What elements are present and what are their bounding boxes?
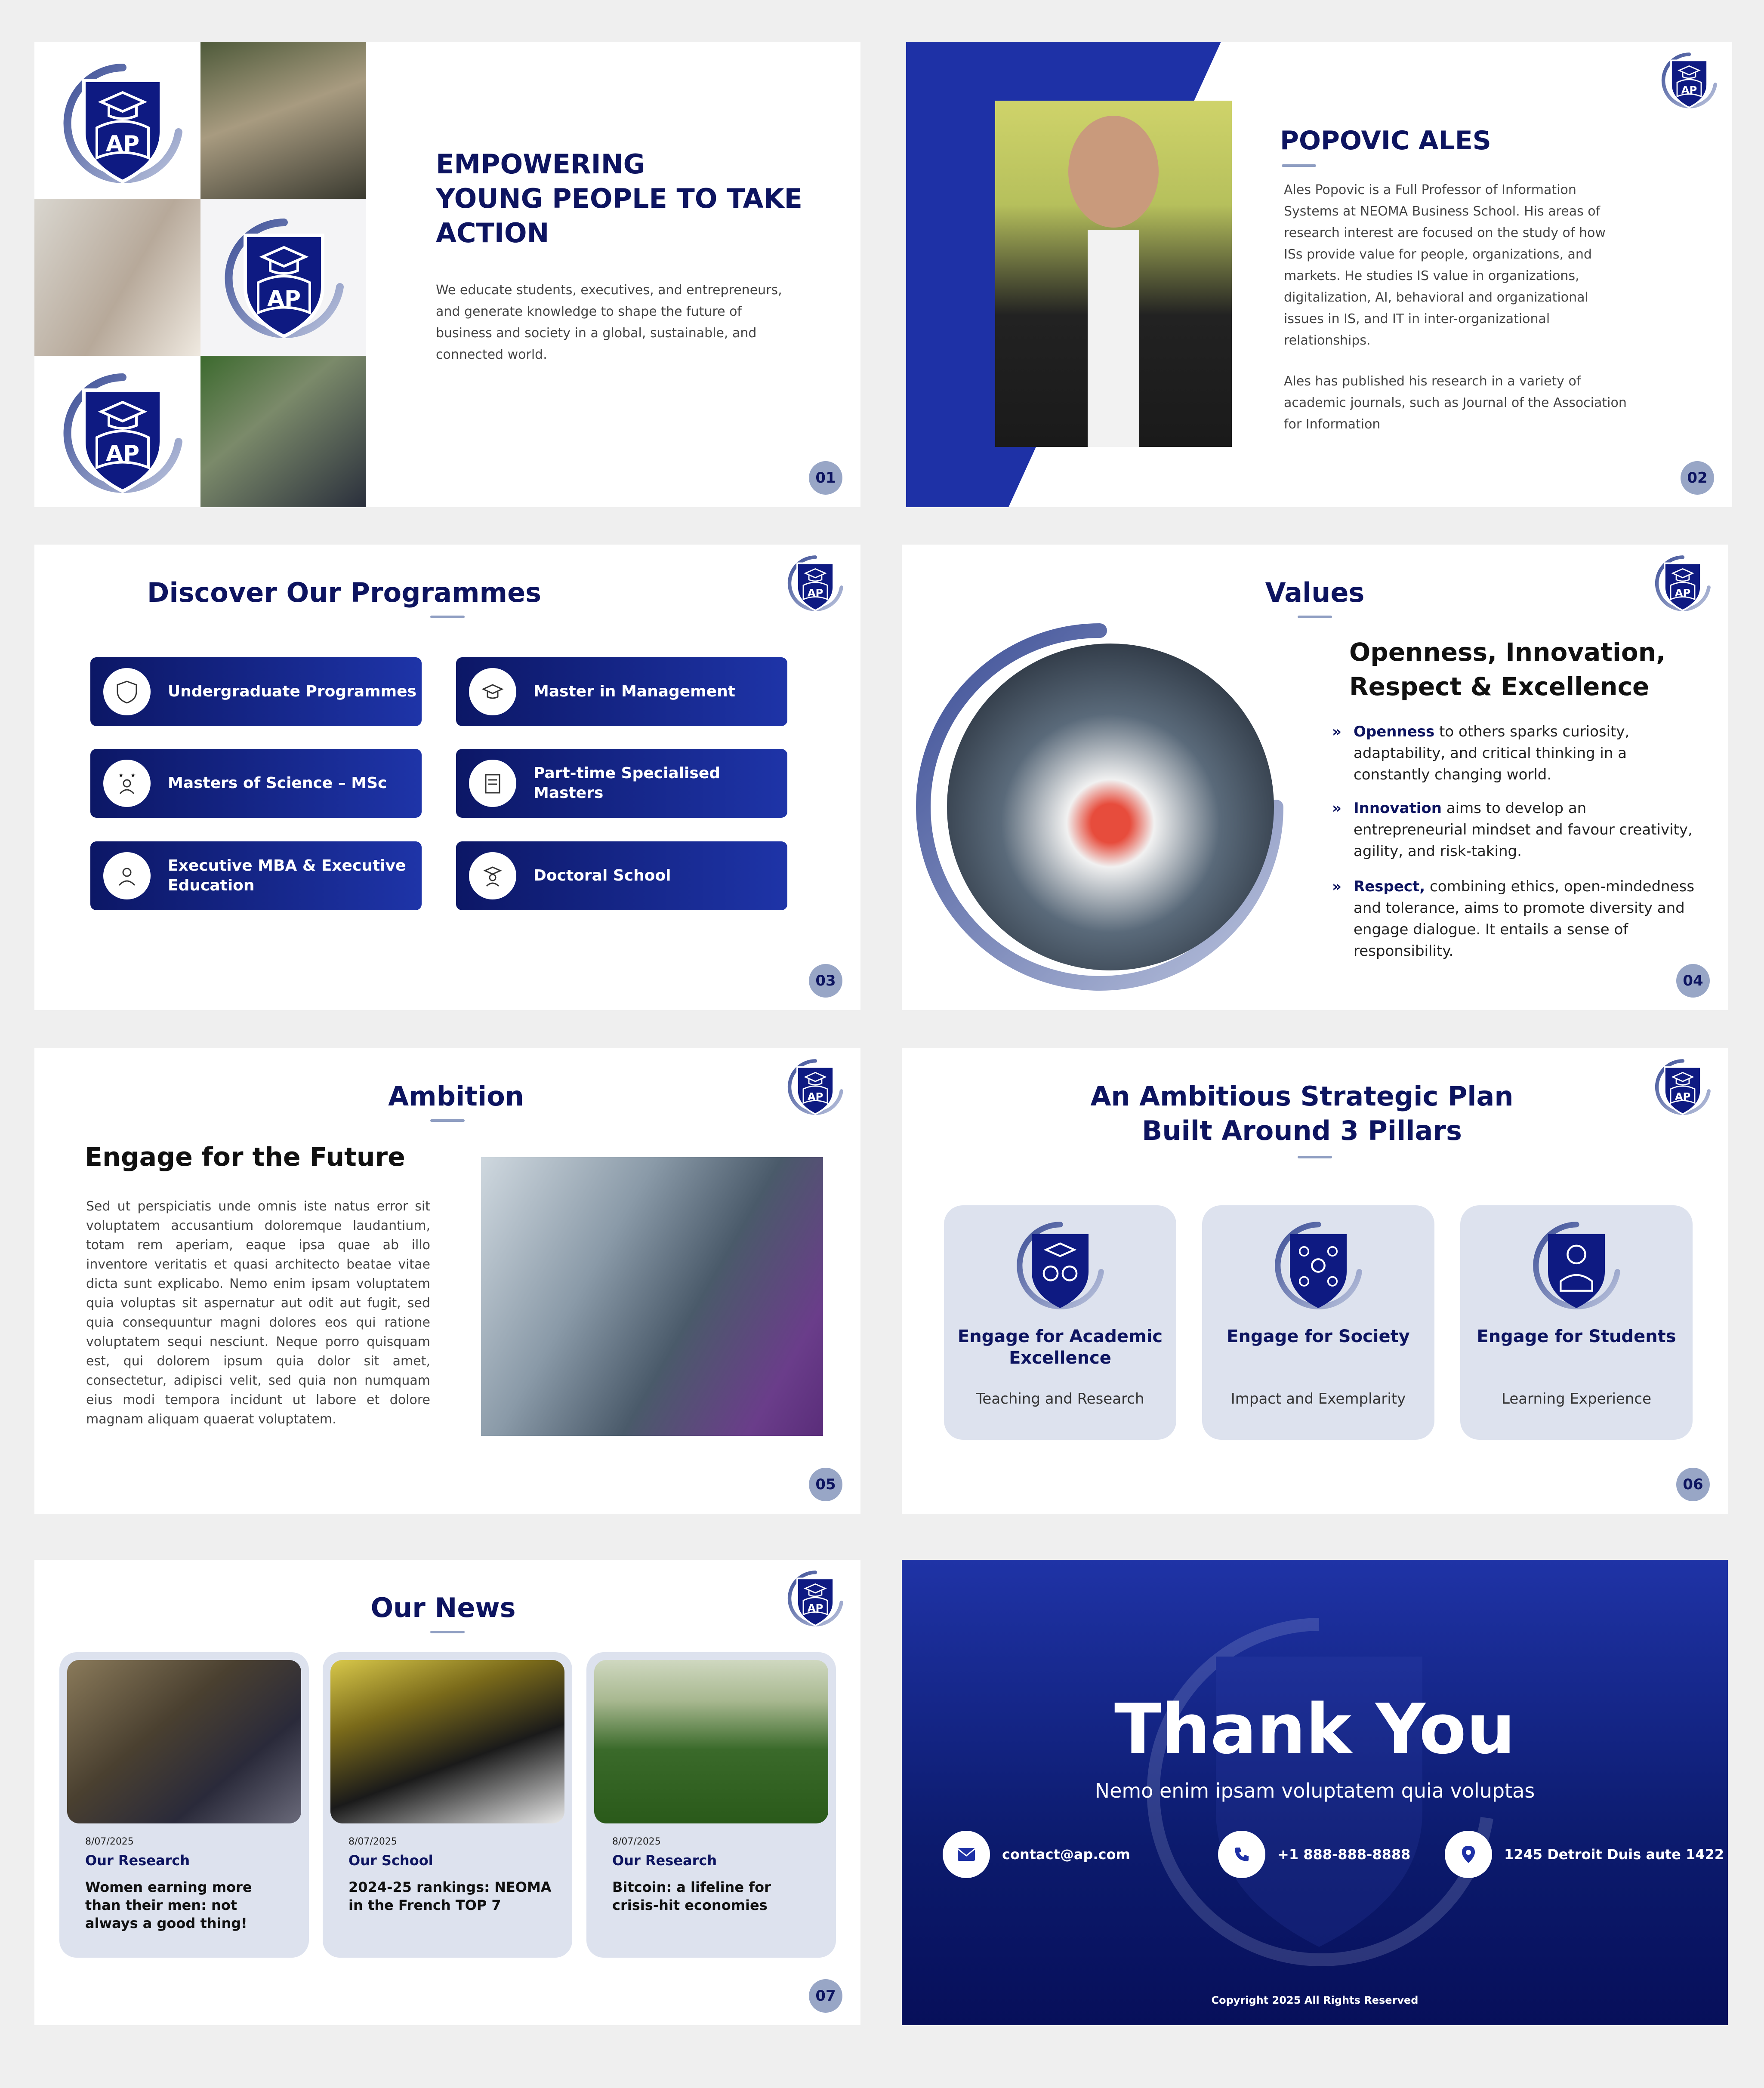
- title-underline: [430, 1631, 465, 1633]
- value-keyword: Innovation: [1354, 800, 1442, 817]
- slide-speaker: [906, 42, 1732, 507]
- values-heading: Openness, Innovation, Respect & Excellence: [1349, 637, 1666, 701]
- section-body: Sed ut perspiciatis unde omnis iste natus error sit voluptatem accusantium doloremque laudantium, totam rem aperiam, eaque ipsa quae ab illo inventore veritatis et quasi architecto beatae vitae dicta sunt explicabo. Nemo enim ipsam voluptatem quia voluptas sit aspernatur aut odit aut fugit, sed quia consequuntur magni dolores eos qui ratione voluptatem sequi nesciunt. Neque porro quisquam est, qui dolorem ipsum quia dolor sit amet, consectetur, adipisci velit, sed quia non numquam eius modi tempora incidunt ut labore et dolore magnam aliquam quaerat voluptatem.: [86, 1199, 430, 1427]
- glasses-cap-icon: [1013, 1218, 1107, 1313]
- ap-logo-icon: [58, 369, 187, 498]
- envelope-icon: [943, 1831, 990, 1878]
- shirt: [1088, 230, 1139, 447]
- pillar-title: Engage for Society: [1227, 1327, 1410, 1346]
- section-heading: Engage for the Future: [85, 1142, 405, 1172]
- graduation-cap-icon: [469, 668, 516, 715]
- thank-you-title: Thank You: [1114, 1689, 1516, 1769]
- news-title[interactable]: Women earning more than their men: not always a good thing!: [85, 1879, 252, 1931]
- button-label: Doctoral School: [534, 867, 671, 884]
- contact-phone[interactable]: [1218, 1831, 1410, 1878]
- news-category: Our Research: [612, 1852, 717, 1869]
- ap-logo-icon: [58, 59, 187, 188]
- pillar-society: [1202, 1205, 1434, 1440]
- title-underline: [1298, 616, 1332, 618]
- slide-title: [902, 1079, 1715, 1148]
- phone-icon: [1218, 1831, 1265, 1878]
- button-label: Master in Management: [534, 683, 735, 700]
- title-line: Built Around 3 Pillars: [1142, 1115, 1462, 1146]
- email-text: contact@ap.com: [1002, 1846, 1130, 1863]
- masters-of-science-button[interactable]: [90, 749, 422, 818]
- executive-icon: [103, 852, 151, 899]
- pillar-subtitle: Teaching and Research: [976, 1390, 1144, 1407]
- contact-address[interactable]: [1445, 1831, 1724, 1878]
- title-line: An Ambitious Strategic Plan: [1090, 1081, 1514, 1112]
- news-card[interactable]: [59, 1652, 309, 1958]
- copyright: Copyright 2025 All Rights Reserved: [1211, 1994, 1419, 2006]
- svg-text:★: ★: [130, 772, 136, 779]
- page-number: 04: [1676, 964, 1710, 998]
- football-photo: [594, 1660, 828, 1823]
- value-innovation: [1332, 798, 1698, 862]
- news-date: 8/07/2025: [612, 1836, 661, 1847]
- svg-text:★: ★: [118, 772, 124, 779]
- ap-logo-icon: [1659, 50, 1719, 111]
- news-title[interactable]: 2024-25 rankings: NEOMA in the French TOP 7: [348, 1879, 552, 1913]
- ap-logo-icon: [219, 214, 348, 343]
- slide-empowering: [34, 42, 860, 507]
- slide-title: [436, 147, 823, 250]
- face: [1068, 116, 1159, 228]
- button-label: Undergraduate Programmes: [168, 683, 417, 700]
- speaker-bio: Ales Popovic is a Full Professor of Information Systems at NEOMA Business School. His areas of research interest are focused on the study of how ISs provide value for people, organizations, and markets. He studies IS value in organizations, digitalization, AI, behavioral and organizational issues in IS, and IT in inter-organizational relationships.: [1284, 182, 1606, 348]
- pillar-students: [1460, 1205, 1693, 1440]
- ap-logo-icon: [785, 553, 845, 613]
- ap-logo-icon: [1653, 553, 1713, 613]
- phone-text: +1 888-888-8888: [1277, 1846, 1411, 1863]
- conference-room-photo: [67, 1660, 301, 1823]
- chevron-right-icon: »: [1332, 723, 1342, 740]
- news-card[interactable]: [586, 1652, 836, 1958]
- slide-title: Our News: [370, 1592, 516, 1623]
- graduate-icon: [469, 852, 516, 899]
- speaker-name: POPOVIC ALES: [1280, 126, 1491, 156]
- news-date: 8/07/2025: [348, 1836, 397, 1847]
- title-line: YOUNG PEOPLE TO TAKE: [436, 183, 802, 214]
- title-line: ACTION: [436, 217, 549, 249]
- slide-title: Values: [1265, 577, 1365, 608]
- button-label: Part-time Specialised Masters: [534, 764, 721, 802]
- pillar-title: Engage for Academic Excellence: [957, 1327, 1163, 1368]
- title-underline: [1298, 1156, 1332, 1158]
- certificate-icon: [469, 760, 516, 807]
- title-underline: [1282, 164, 1316, 167]
- executive-mba-button[interactable]: [90, 841, 422, 910]
- button-label: Executive MBA & Executive Education: [168, 857, 406, 894]
- slide-title: Discover Our Programmes: [147, 577, 542, 608]
- slide-programmes: [34, 545, 860, 1010]
- news-category: Our Research: [85, 1852, 190, 1869]
- slide-thank-you: [902, 1560, 1728, 2025]
- title-underline: [430, 1119, 465, 1122]
- speaker-portrait: [995, 101, 1232, 447]
- page-number: 06: [1676, 1468, 1710, 1501]
- value-keyword: Respect,: [1354, 878, 1425, 895]
- pillar-subtitle: Impact and Exemplarity: [1230, 1390, 1406, 1407]
- value-openness: [1332, 721, 1698, 785]
- slide-strategic-plan: [902, 1048, 1728, 1514]
- team-photo: [947, 644, 1274, 970]
- address-text: 1245 Detroit Duis aute 1422: [1504, 1846, 1724, 1863]
- meeting-photo: [200, 356, 366, 507]
- speaker-photo: [34, 199, 200, 356]
- location-pin-icon: [1445, 1831, 1492, 1878]
- chevron-right-icon: »: [1332, 800, 1342, 817]
- page-number: 01: [809, 461, 842, 495]
- title-underline: [430, 616, 465, 618]
- doctoral-school-button[interactable]: [456, 841, 787, 910]
- button-label: Masters of Science – MSc: [168, 774, 387, 792]
- speaker-bio-2: Ales has published his research in a variety of academic journals, such as Journal of the Association for Information: [1284, 374, 1627, 432]
- undergraduate-programmes-button[interactable]: [90, 657, 422, 726]
- slide-body: We educate students, executives, and entrepreneurs, and generate knowledge to shape the future of business and society in a global, sustainable, and connected world.: [436, 283, 782, 362]
- chevron-right-icon: »: [1332, 878, 1342, 895]
- ap-logo-icon: [785, 1057, 845, 1117]
- page-number: 02: [1681, 461, 1714, 495]
- slide-title: Ambition: [388, 1081, 524, 1112]
- master-in-management-button[interactable]: [456, 657, 787, 726]
- thank-you-subtitle: Nemo enim ipsam voluptatem quia voluptas: [1095, 1779, 1535, 1802]
- students-audience-photo: [200, 42, 366, 199]
- news-category: Our School: [348, 1852, 433, 1869]
- page-number: 07: [809, 1979, 842, 2013]
- shield-icon: [103, 668, 151, 715]
- cheerleaders-photo: [330, 1660, 564, 1823]
- slide-news: [34, 1560, 860, 2025]
- contact-email[interactable]: [943, 1831, 1130, 1878]
- news-card[interactable]: [323, 1652, 572, 1958]
- ap-logo-icon: [785, 1568, 845, 1629]
- page-number: 05: [809, 1468, 842, 1501]
- value-text: aims to develop an entrepreneurial mindset and favour creativity, agility, and risk-taking.: [1354, 800, 1693, 860]
- news-title[interactable]: Bitcoin: a lifeline for crisis-hit economies: [612, 1879, 771, 1913]
- value-respect: [1332, 876, 1698, 962]
- stars-person-icon: [103, 760, 151, 807]
- pillar-subtitle: Learning Experience: [1501, 1390, 1652, 1407]
- pillar-academic-excellence: [944, 1205, 1176, 1440]
- slide-values: [902, 545, 1728, 1010]
- pillar-title: Engage for Students: [1477, 1327, 1676, 1346]
- value-text: combining ethics, open-mindedness and tolerance, aims to promote diversity and engage dialogue. It entails a sense of responsibility.: [1354, 878, 1695, 960]
- student-reading-icon: [1529, 1218, 1624, 1313]
- page-number: 03: [809, 964, 842, 998]
- network-icon: [1271, 1218, 1366, 1313]
- news-date: 8/07/2025: [85, 1836, 134, 1847]
- slide-ambition: [34, 1048, 860, 1514]
- part-time-specialised-masters-button[interactable]: [456, 749, 787, 818]
- value-text: to others sparks curiosity, adaptability, and critical thinking in a constantly changing world.: [1354, 723, 1630, 783]
- discussion-photo: [481, 1157, 823, 1436]
- value-keyword: Openness: [1354, 723, 1435, 740]
- title-line: EMPOWERING: [436, 148, 645, 180]
